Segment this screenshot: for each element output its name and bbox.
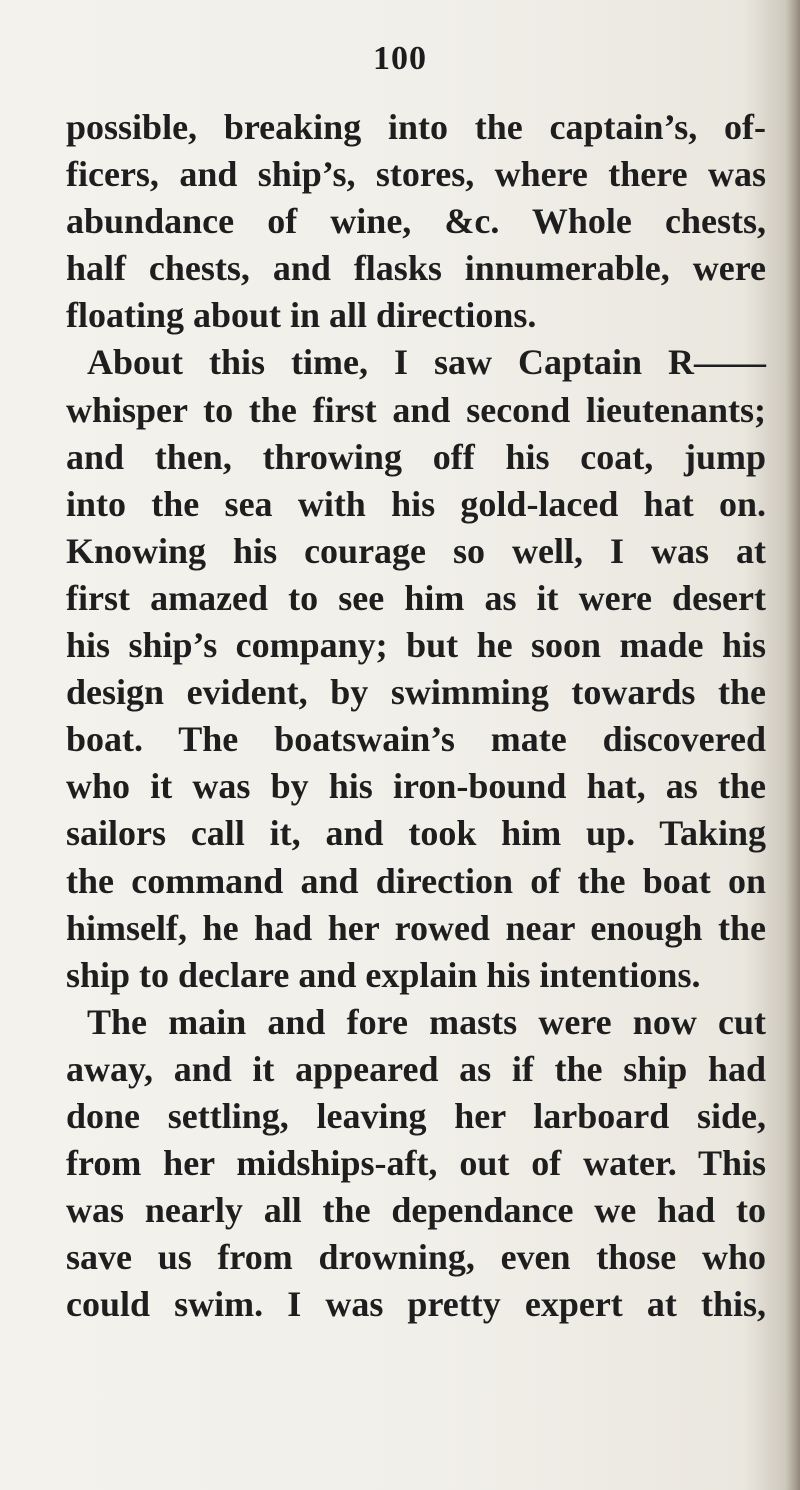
text-line: could swim. I was pretty expert at this, [66,1284,766,1325]
text-line: boat. The boatswain’s mate discovered [66,719,766,760]
text-line: abundance of wine, &c. Whole chests, [66,201,766,242]
text-line: floating about in all directions. [66,295,537,336]
text-line: himself, he had her rowed near enough the [66,907,766,948]
text-line: ficers, and ship’s, stores, where there was [66,154,766,195]
text-line: and then, throwing off his coat, jump [66,436,766,477]
text-line: possible, breaking into the captain’s, of- [66,107,766,147]
text-line: away, and it appeared as if the ship had [66,1048,766,1089]
body-text [66,104,766,1328]
text-line: done settling, leaving her larboard side, [66,1095,766,1136]
text-line: whisper to the first and second lieutenants; [66,389,766,430]
text-line: his ship’s company; but he soon made his [66,625,766,666]
text-line: design evident, by swimming towards the [66,672,766,713]
text-line: About this time, I saw Captain R—— [87,342,766,383]
text-line: half chests, and flasks innumerable, were [66,248,766,289]
text-line: The main and fore masts were now cut [87,1001,766,1042]
text-line: the command and direction of the boat on [66,860,766,901]
text-line: Knowing his courage so well, I was at [66,530,766,571]
text-line: first amazed to see him as it were desert [66,577,766,618]
page-number: 100 [373,40,427,77]
text-line: was nearly all the dependance we had to [66,1190,766,1231]
text-line: from her midships-aft, out of water. This [66,1143,766,1184]
page-edge-shadow [786,0,800,1490]
text-line: ship to declare and explain his intentions. [66,954,701,995]
text-line: save us from drowning, even those who [66,1237,766,1278]
text-line: who it was by his iron-bound hat, as the [66,766,766,807]
text-line: into the sea with his gold-laced hat on. [66,483,766,524]
text-line: sailors call it, and took him up. Taking [66,813,766,854]
